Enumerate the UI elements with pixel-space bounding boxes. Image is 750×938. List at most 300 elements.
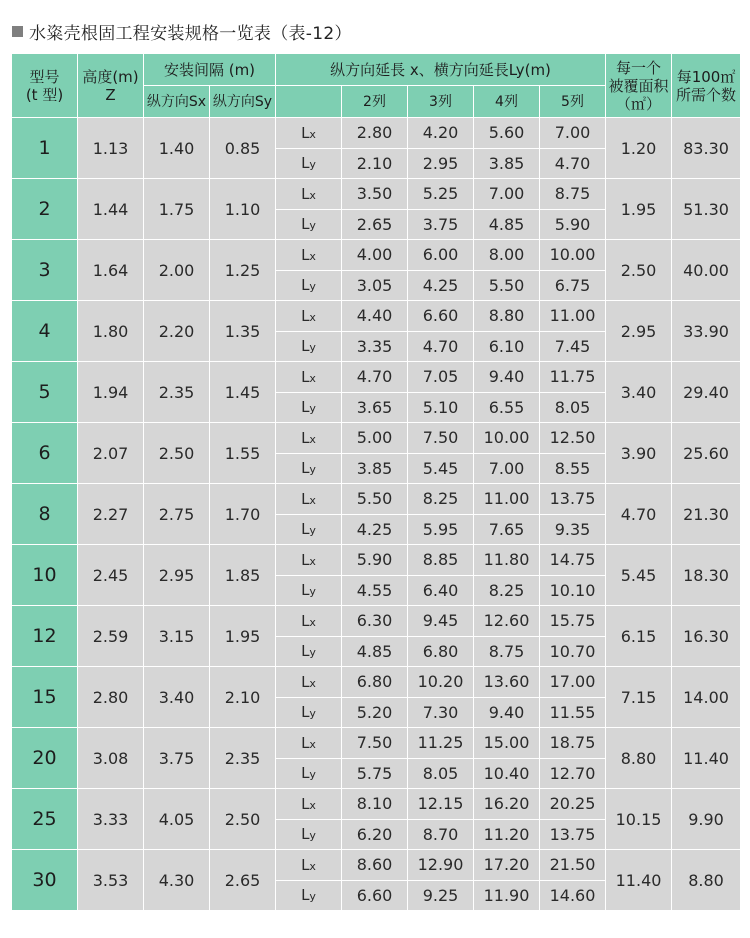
- cell-ly: 6.10: [474, 331, 540, 362]
- cell-ly: 7.45: [540, 331, 606, 362]
- label-ly-main: L: [301, 642, 310, 661]
- label-lx-main: L: [301, 245, 310, 264]
- label-lx-main: L: [301, 184, 310, 203]
- cell-ly: 6.40: [408, 575, 474, 606]
- cell-ly: 4.25: [342, 514, 408, 545]
- cell-ly: 7.00: [474, 453, 540, 484]
- label-lx-sub: x: [309, 859, 316, 873]
- cell-ly: 3.75: [408, 209, 474, 240]
- cell-height: 2.07: [78, 423, 144, 484]
- label-ly: [276, 209, 342, 240]
- table-row: [12, 728, 741, 759]
- cell-type: 3: [12, 240, 78, 301]
- cell-lx: 5.00: [342, 423, 408, 454]
- header-area: [606, 54, 672, 118]
- cell-height: 2.80: [78, 667, 144, 728]
- cell-count: 83.30: [672, 118, 741, 179]
- cell-sy: 0.85: [210, 118, 276, 179]
- header-type: [12, 54, 78, 118]
- label-lx: [276, 850, 342, 881]
- label-ly-sub: y: [309, 707, 316, 721]
- cell-count: 11.40: [672, 728, 741, 789]
- label-ly-main: L: [301, 398, 310, 417]
- table-row: [12, 301, 741, 332]
- cell-ly: 11.55: [540, 697, 606, 728]
- cell-lx: 13.75: [540, 484, 606, 515]
- header-extension: 纵方向延長 x、横方向延長Ly(m): [276, 54, 606, 86]
- label-lx-main: L: [301, 123, 310, 142]
- label-ly-main: L: [301, 764, 310, 783]
- table-row: [12, 667, 741, 698]
- cell-ly: 8.75: [474, 636, 540, 667]
- cell-type: 8: [12, 484, 78, 545]
- cell-ly: 5.45: [408, 453, 474, 484]
- cell-lx: 6.80: [342, 667, 408, 698]
- cell-height: 2.27: [78, 484, 144, 545]
- cell-height: 3.53: [78, 850, 144, 911]
- cell-ly: 9.40: [474, 697, 540, 728]
- cell-sx: 4.05: [144, 789, 210, 850]
- cell-lx: 7.50: [408, 423, 474, 454]
- label-lx: [276, 606, 342, 637]
- header-count: [672, 54, 741, 118]
- cell-type: 10: [12, 545, 78, 606]
- cell-area: 2.95: [606, 301, 672, 362]
- cell-sy: 1.85: [210, 545, 276, 606]
- cell-type: 5: [12, 362, 78, 423]
- cell-sx: 3.40: [144, 667, 210, 728]
- cell-lx: 3.50: [342, 179, 408, 210]
- cell-ly: 10.40: [474, 758, 540, 789]
- label-ly: [276, 636, 342, 667]
- cell-type: 4: [12, 301, 78, 362]
- header-height: [78, 54, 144, 118]
- label-lx-sub: x: [309, 310, 316, 324]
- cell-lx: 8.00: [474, 240, 540, 271]
- table-row: [12, 606, 741, 637]
- cell-lx: 17.20: [474, 850, 540, 881]
- label-ly-sub: y: [309, 524, 316, 538]
- cell-count: 40.00: [672, 240, 741, 301]
- label-ly: [276, 331, 342, 362]
- label-ly-sub: y: [309, 341, 316, 355]
- label-lx-sub: x: [309, 798, 316, 812]
- header-height-label: 高度(m): [82, 67, 139, 86]
- cell-ly: 6.20: [342, 819, 408, 850]
- cell-lx: 8.25: [408, 484, 474, 515]
- cell-ly: 4.25: [408, 270, 474, 301]
- label-ly-main: L: [301, 825, 310, 844]
- cell-count: 18.30: [672, 545, 741, 606]
- cell-lx: 2.80: [342, 118, 408, 149]
- cell-ly: 4.55: [342, 575, 408, 606]
- label-lx: [276, 118, 342, 149]
- cell-ly: 3.85: [474, 148, 540, 179]
- table-row: [12, 179, 741, 210]
- cell-sx: 1.40: [144, 118, 210, 179]
- label-ly-sub: y: [309, 219, 316, 233]
- table-row: [12, 545, 741, 576]
- cell-height: 1.44: [78, 179, 144, 240]
- cell-lx: 6.60: [408, 301, 474, 332]
- cell-area: 3.40: [606, 362, 672, 423]
- cell-type: 6: [12, 423, 78, 484]
- cell-count: 25.60: [672, 423, 741, 484]
- cell-count: 21.30: [672, 484, 741, 545]
- table-row: [12, 362, 741, 393]
- cell-lx: 8.80: [474, 301, 540, 332]
- label-ly-sub: y: [309, 768, 316, 782]
- header-type-unit: (t 型): [25, 85, 64, 104]
- cell-ly: 5.10: [408, 392, 474, 423]
- cell-area: 1.20: [606, 118, 672, 179]
- label-lx: [276, 179, 342, 210]
- cell-lx: 5.90: [342, 545, 408, 576]
- label-ly-sub: y: [309, 646, 316, 660]
- label-ly: [276, 575, 342, 606]
- cell-type: 25: [12, 789, 78, 850]
- cell-ly: 6.55: [474, 392, 540, 423]
- cell-area: 2.50: [606, 240, 672, 301]
- header-count-l1: 每100㎡: [676, 67, 736, 86]
- cell-lx: 4.40: [342, 301, 408, 332]
- cell-ly: 5.90: [540, 209, 606, 240]
- header-col-2: 2列: [342, 86, 408, 118]
- label-lx-main: L: [301, 733, 310, 752]
- cell-lx: 11.00: [540, 301, 606, 332]
- cell-ly: 2.65: [342, 209, 408, 240]
- label-ly: [276, 758, 342, 789]
- cell-ly: 9.35: [540, 514, 606, 545]
- cell-lx: 5.50: [342, 484, 408, 515]
- cell-type: 2: [12, 179, 78, 240]
- cell-height: 3.08: [78, 728, 144, 789]
- cell-sx: 2.35: [144, 362, 210, 423]
- cell-lx: 11.80: [474, 545, 540, 576]
- cell-sx: 2.00: [144, 240, 210, 301]
- table-row: [12, 789, 741, 820]
- cell-ly: 8.55: [540, 453, 606, 484]
- label-ly-main: L: [301, 886, 310, 905]
- cell-lx: 8.10: [342, 789, 408, 820]
- label-ly-main: L: [301, 703, 310, 722]
- cell-ly: 10.70: [540, 636, 606, 667]
- cell-lx: 11.25: [408, 728, 474, 759]
- cell-sy: 1.35: [210, 301, 276, 362]
- label-ly-main: L: [301, 459, 310, 478]
- cell-sy: 1.10: [210, 179, 276, 240]
- cell-ly: 3.05: [342, 270, 408, 301]
- label-lx-main: L: [301, 367, 310, 386]
- cell-height: 2.59: [78, 606, 144, 667]
- cell-lx: 8.85: [408, 545, 474, 576]
- cell-ly: 6.80: [408, 636, 474, 667]
- cell-area: 10.15: [606, 789, 672, 850]
- table-row: [12, 484, 741, 515]
- cell-type: 12: [12, 606, 78, 667]
- cell-height: 1.64: [78, 240, 144, 301]
- label-ly: [276, 819, 342, 850]
- cell-height: 1.13: [78, 118, 144, 179]
- header-col-3: 3列: [408, 86, 474, 118]
- cell-area: 3.90: [606, 423, 672, 484]
- cell-lx: 4.20: [408, 118, 474, 149]
- cell-ly: 3.85: [342, 453, 408, 484]
- label-lx-main: L: [301, 306, 310, 325]
- label-lx-main: L: [301, 794, 310, 813]
- label-ly-sub: y: [309, 463, 316, 477]
- cell-lx: 5.60: [474, 118, 540, 149]
- cell-sy: 1.25: [210, 240, 276, 301]
- label-lx-main: L: [301, 611, 310, 630]
- label-lx: [276, 484, 342, 515]
- cell-lx: 8.60: [342, 850, 408, 881]
- cell-ly: 2.10: [342, 148, 408, 179]
- header-col-4: 4列: [474, 86, 540, 118]
- label-lx-sub: x: [309, 737, 316, 751]
- label-ly: [276, 270, 342, 301]
- cell-lx: 18.75: [540, 728, 606, 759]
- label-lx-sub: x: [309, 127, 316, 141]
- cell-count: 29.40: [672, 362, 741, 423]
- label-ly: [276, 392, 342, 423]
- cell-lx: 9.45: [408, 606, 474, 637]
- label-lx-sub: x: [309, 615, 316, 629]
- label-ly-sub: y: [309, 402, 316, 416]
- cell-sx: 3.75: [144, 728, 210, 789]
- cell-area: 1.95: [606, 179, 672, 240]
- header-col-5: 5列: [540, 86, 606, 118]
- header-area-l2: 被覆面积: [608, 76, 669, 95]
- label-lx-main: L: [301, 855, 310, 874]
- cell-sx: 2.50: [144, 423, 210, 484]
- cell-lx: 21.50: [540, 850, 606, 881]
- label-ly: [276, 453, 342, 484]
- table-row: [12, 850, 741, 881]
- cell-height: 3.33: [78, 789, 144, 850]
- cell-type: 30: [12, 850, 78, 911]
- cell-sy: 2.10: [210, 667, 276, 728]
- cell-sx: 4.30: [144, 850, 210, 911]
- title-row: [12, 18, 352, 44]
- label-lx-sub: x: [309, 676, 316, 690]
- label-ly: [276, 880, 342, 911]
- label-lx: [276, 362, 342, 393]
- cell-count: 8.80: [672, 850, 741, 911]
- cell-lx: 5.25: [408, 179, 474, 210]
- cell-ly: 4.70: [408, 331, 474, 362]
- cell-lx: 4.70: [342, 362, 408, 393]
- cell-count: 51.30: [672, 179, 741, 240]
- label-lx: [276, 301, 342, 332]
- label-lx: [276, 545, 342, 576]
- table-row: [12, 423, 741, 454]
- cell-sy: 1.95: [210, 606, 276, 667]
- cell-sx: 3.15: [144, 606, 210, 667]
- cell-ly: 5.20: [342, 697, 408, 728]
- label-ly-main: L: [301, 520, 310, 539]
- label-ly-sub: y: [309, 158, 316, 172]
- label-lx-sub: x: [309, 432, 316, 446]
- cell-ly: 8.70: [408, 819, 474, 850]
- label-ly-main: L: [301, 215, 310, 234]
- label-lx: [276, 789, 342, 820]
- cell-type: 20: [12, 728, 78, 789]
- cell-ly: 2.95: [408, 148, 474, 179]
- cell-lx: 10.00: [474, 423, 540, 454]
- label-ly-main: L: [301, 154, 310, 173]
- cell-type: 15: [12, 667, 78, 728]
- cell-type: 1: [12, 118, 78, 179]
- label-lx: [276, 667, 342, 698]
- cell-count: 14.00: [672, 667, 741, 728]
- cell-sx: 1.75: [144, 179, 210, 240]
- cell-count: 33.90: [672, 301, 741, 362]
- header-sy: 纵方向Sy: [210, 86, 276, 118]
- header-sx: 纵方向Sx: [144, 86, 210, 118]
- cell-lx: 14.75: [540, 545, 606, 576]
- cell-lx: 12.90: [408, 850, 474, 881]
- cell-ly: 7.30: [408, 697, 474, 728]
- cell-ly: 9.25: [408, 880, 474, 911]
- label-lx-sub: x: [309, 249, 316, 263]
- header-lxly-blank: [276, 86, 342, 118]
- cell-ly: 12.70: [540, 758, 606, 789]
- cell-ly: 8.05: [540, 392, 606, 423]
- cell-lx: 10.20: [408, 667, 474, 698]
- cell-lx: 11.75: [540, 362, 606, 393]
- cell-count: 9.90: [672, 789, 741, 850]
- cell-ly: 7.65: [474, 514, 540, 545]
- label-lx: [276, 728, 342, 759]
- cell-ly: 5.95: [408, 514, 474, 545]
- cell-lx: 12.50: [540, 423, 606, 454]
- cell-sy: 2.50: [210, 789, 276, 850]
- cell-lx: 6.00: [408, 240, 474, 271]
- cell-sx: 2.20: [144, 301, 210, 362]
- cell-lx: 6.30: [342, 606, 408, 637]
- cell-lx: 17.00: [540, 667, 606, 698]
- cell-height: 1.80: [78, 301, 144, 362]
- label-lx-sub: x: [309, 371, 316, 385]
- cell-count: 16.30: [672, 606, 741, 667]
- label-lx: [276, 423, 342, 454]
- header-area-l3: （㎡）: [616, 94, 662, 113]
- table-row: [12, 118, 741, 149]
- label-lx-sub: x: [309, 188, 316, 202]
- cell-area: 11.40: [606, 850, 672, 911]
- cell-ly: 14.60: [540, 880, 606, 911]
- cell-ly: 3.65: [342, 392, 408, 423]
- cell-ly: 11.90: [474, 880, 540, 911]
- cell-ly: 5.75: [342, 758, 408, 789]
- spec-table: [11, 53, 741, 911]
- cell-ly: 4.70: [540, 148, 606, 179]
- cell-ly: 11.20: [474, 819, 540, 850]
- cell-ly: 6.75: [540, 270, 606, 301]
- cell-sy: 1.45: [210, 362, 276, 423]
- label-lx-main: L: [301, 672, 310, 691]
- cell-lx: 7.05: [408, 362, 474, 393]
- cell-ly: 6.60: [342, 880, 408, 911]
- cell-lx: 7.00: [474, 179, 540, 210]
- label-ly-sub: y: [309, 890, 316, 904]
- label-ly-sub: y: [309, 829, 316, 843]
- cell-lx: 7.50: [342, 728, 408, 759]
- cell-ly: 10.10: [540, 575, 606, 606]
- label-ly-sub: y: [309, 585, 316, 599]
- cell-area: 7.15: [606, 667, 672, 728]
- cell-ly: 4.85: [342, 636, 408, 667]
- header-area-l1: 每一个: [616, 58, 662, 77]
- cell-lx: 16.20: [474, 789, 540, 820]
- label-lx-sub: x: [309, 554, 316, 568]
- label-ly: [276, 514, 342, 545]
- header-height-symbol: Z: [105, 85, 116, 104]
- label-ly: [276, 697, 342, 728]
- cell-lx: 9.40: [474, 362, 540, 393]
- cell-lx: 15.00: [474, 728, 540, 759]
- label-lx-main: L: [301, 428, 310, 447]
- cell-area: 6.15: [606, 606, 672, 667]
- cell-sx: 2.95: [144, 545, 210, 606]
- label-lx-main: L: [301, 489, 310, 508]
- label-ly-main: L: [301, 337, 310, 356]
- header-type-label: 型号: [29, 67, 60, 86]
- cell-lx: 7.00: [540, 118, 606, 149]
- label-ly: [276, 148, 342, 179]
- cell-area: 4.70: [606, 484, 672, 545]
- header-count-l2: 所需个数: [676, 85, 737, 104]
- cell-lx: 4.00: [342, 240, 408, 271]
- spec-table-body: [12, 118, 741, 911]
- cell-sy: 1.55: [210, 423, 276, 484]
- cell-ly: 3.35: [342, 331, 408, 362]
- cell-ly: 5.50: [474, 270, 540, 301]
- label-lx: [276, 240, 342, 271]
- cell-lx: 12.60: [474, 606, 540, 637]
- label-ly-main: L: [301, 276, 310, 295]
- label-lx-sub: x: [309, 493, 316, 507]
- cell-lx: 8.75: [540, 179, 606, 210]
- label-ly-sub: y: [309, 280, 316, 294]
- cell-lx: 15.75: [540, 606, 606, 637]
- label-lx-main: L: [301, 550, 310, 569]
- cell-ly: 4.85: [474, 209, 540, 240]
- cell-sy: 2.65: [210, 850, 276, 911]
- cell-sy: 1.70: [210, 484, 276, 545]
- cell-lx: 12.15: [408, 789, 474, 820]
- title-square-icon: [12, 26, 23, 37]
- cell-lx: 11.00: [474, 484, 540, 515]
- table-row: [12, 240, 741, 271]
- cell-ly: 8.25: [474, 575, 540, 606]
- cell-height: 2.45: [78, 545, 144, 606]
- cell-sy: 2.35: [210, 728, 276, 789]
- cell-ly: 8.05: [408, 758, 474, 789]
- header-spacing: 安装间隔 (m): [144, 54, 276, 86]
- cell-lx: 20.25: [540, 789, 606, 820]
- label-ly-main: L: [301, 581, 310, 600]
- cell-sx: 2.75: [144, 484, 210, 545]
- cell-height: 1.94: [78, 362, 144, 423]
- cell-ly: 13.75: [540, 819, 606, 850]
- cell-lx: 10.00: [540, 240, 606, 271]
- cell-area: 8.80: [606, 728, 672, 789]
- page-title: 水粢壳根固工程安装规格一览表（表-12）: [29, 23, 352, 44]
- cell-area: 5.45: [606, 545, 672, 606]
- cell-lx: 13.60: [474, 667, 540, 698]
